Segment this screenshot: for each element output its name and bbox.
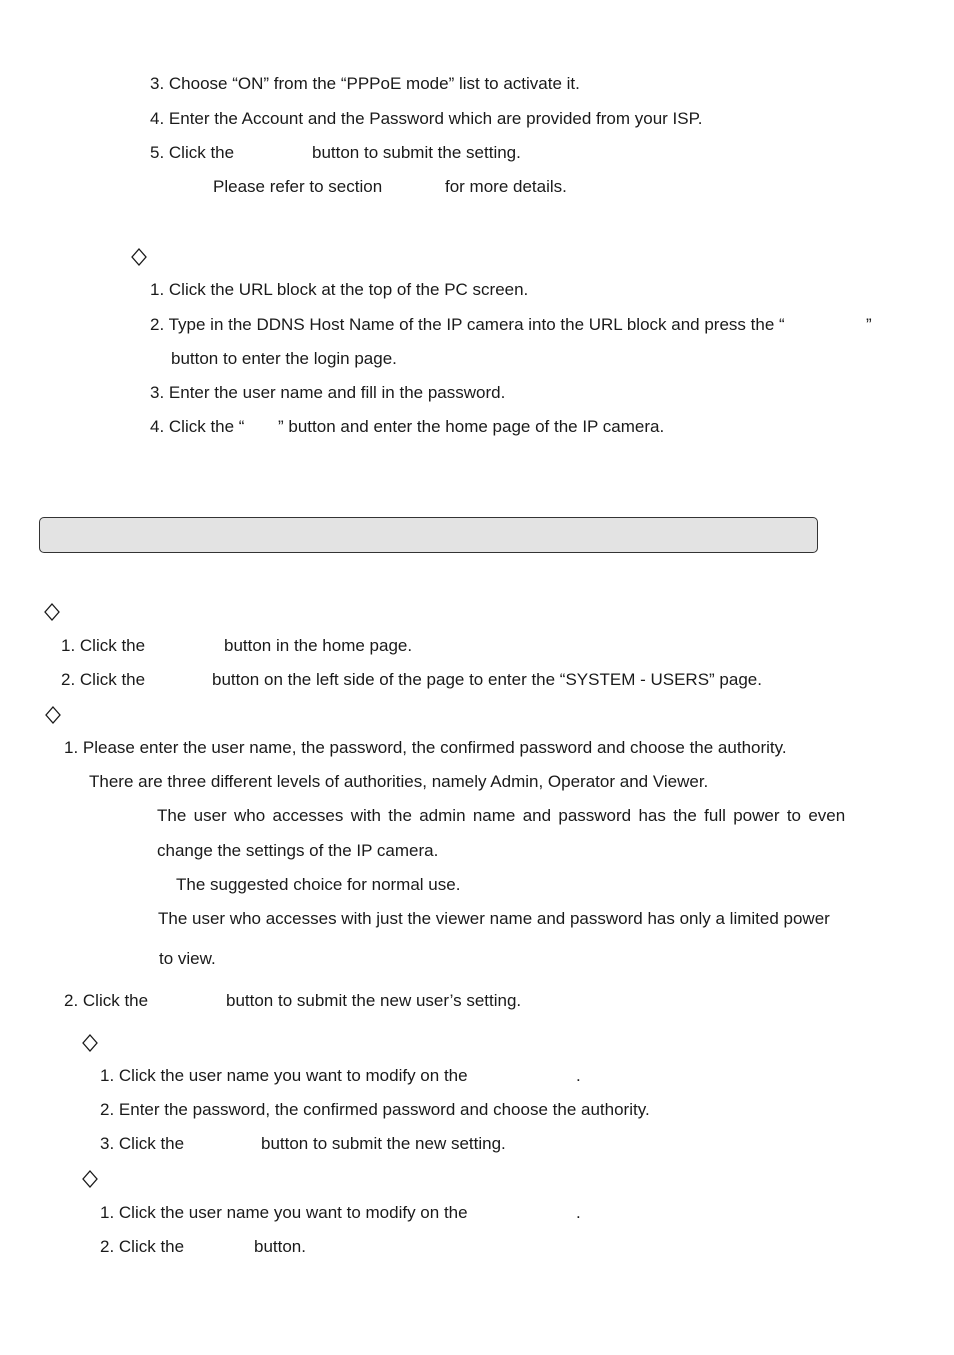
operator-description: The suggested choice for normal use. (176, 875, 461, 894)
add-user-step-2-end: button to submit the new user’s setting. (226, 991, 522, 1010)
ddns-step-2-cont: button to enter the login page. (171, 349, 397, 368)
admin-description-cont: change the settings of the IP camera. (157, 841, 439, 860)
viewer-description: The user who accesses with just the viewer name and password has only a limited power (158, 909, 830, 928)
authority-levels: There are three different levels of authorities, namely Admin, Operator and Viewer. (89, 772, 709, 791)
pppoe-step-5-end: button to submit the setting. (312, 143, 521, 162)
section-header-bar (39, 517, 818, 553)
ddns-step-4-start: 4. Click the “ (150, 417, 245, 436)
modify-user-step-1-period: . (576, 1066, 581, 1085)
modify-user-step-3-start: 3. Click the (100, 1134, 185, 1153)
delete-user-step-2-end: button. (254, 1237, 306, 1256)
modify-user-step-2: 2. Enter the password, the confirmed password and choose the authority. (100, 1100, 650, 1119)
admin-description: The user who accesses with the admin name and password has the full power to even (157, 806, 846, 825)
modify-user-step-3-end: button to submit the new setting. (261, 1134, 506, 1153)
ddns-step-2-quote: ” (866, 315, 872, 334)
delete-user-step-1-period: . (576, 1203, 581, 1222)
diamond-bullet-icon (44, 603, 60, 621)
pppoe-note-end: for more details. (445, 177, 567, 196)
pppoe-note-start: Please refer to section (213, 177, 383, 196)
add-user-step-1: 1. Please enter the user name, the password, the confirmed password and choose the authority. (64, 738, 787, 757)
diamond-bullet-icon (131, 248, 147, 266)
diamond-bullet-icon (82, 1034, 98, 1052)
diamond-bullet-icon (45, 706, 61, 724)
open-users-step-1-end: button in the home page. (224, 636, 413, 655)
diamond-bullet-icon (82, 1170, 98, 1188)
modify-user-step-1: 1. Click the user name you want to modify on the (100, 1066, 468, 1085)
ddns-step-3: 3. Enter the user name and fill in the password. (150, 383, 506, 402)
open-users-step-2-start: 2. Click the (61, 670, 146, 689)
open-users-step-1-start: 1. Click the (61, 636, 146, 655)
delete-user-step-2-start: 2. Click the (100, 1237, 185, 1256)
pppoe-step-4: 4. Enter the Account and the Password which are provided from your ISP. (150, 109, 703, 128)
viewer-description-cont: to view. (159, 949, 216, 968)
ddns-step-1: 1. Click the URL block at the top of the PC screen. (150, 280, 529, 299)
ddns-step-4-end: ” button and enter the home page of the IP camera. (278, 417, 665, 436)
delete-user-step-1: 1. Click the user name you want to modify on the (100, 1203, 468, 1222)
pppoe-step-3: 3. Choose “ON” from the “PPPoE mode” list to activate it. (150, 74, 580, 93)
add-user-step-2-start: 2. Click the (64, 991, 149, 1010)
open-users-step-2-end: button on the left side of the page to enter the “SYSTEM - USERS” page. (212, 670, 762, 689)
ddns-step-2-start: 2. Type in the DDNS Host Name of the IP camera into the URL block and press the “ (150, 315, 785, 334)
pppoe-step-5-start: 5. Click the (150, 143, 235, 162)
